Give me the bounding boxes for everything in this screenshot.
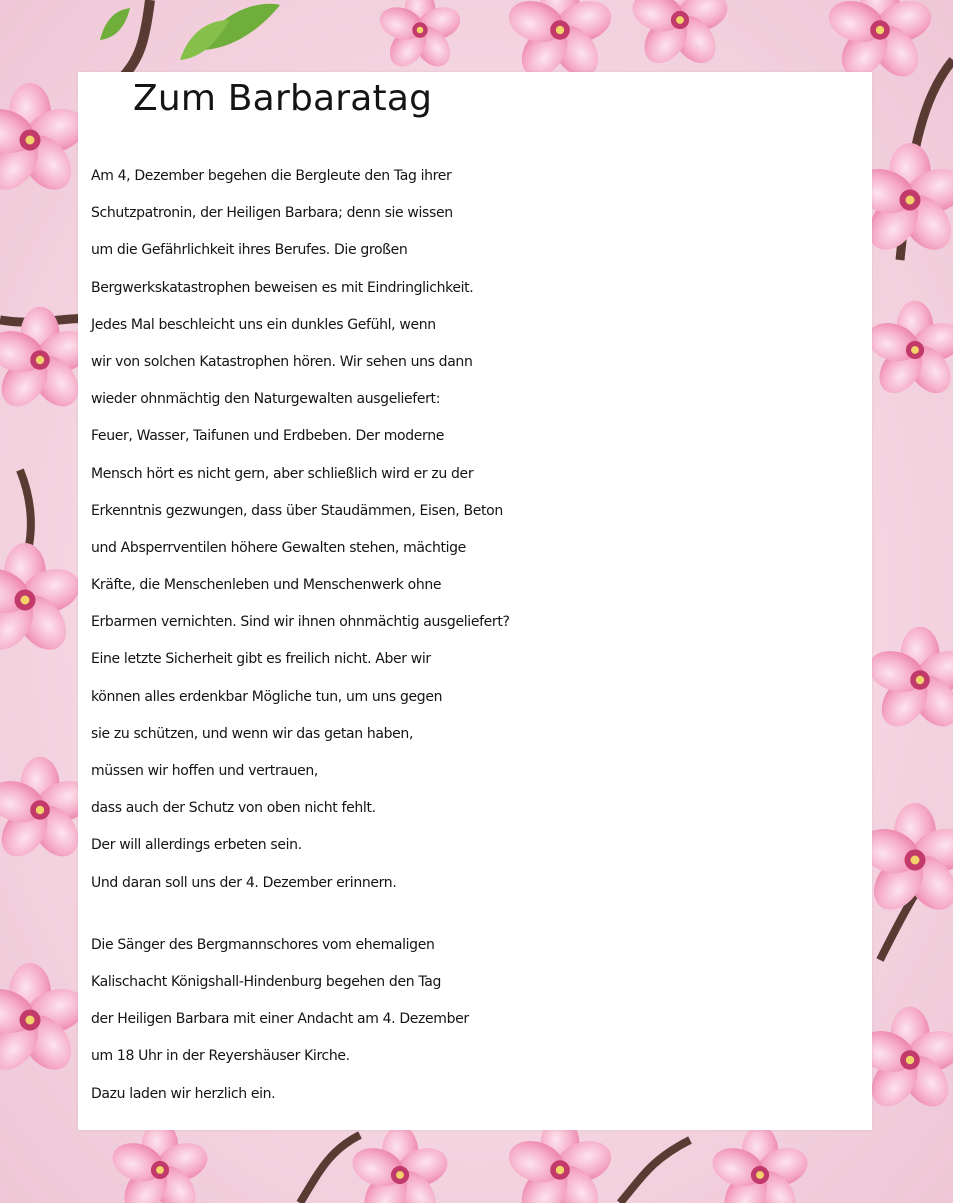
text-line: Der will allerdings erbeten sein. [91,837,302,854]
paragraph-1 [91,158,872,902]
text-line: wir von solchen Katastrophen hören. Wir sehen uns dann [91,353,473,370]
text-line: der Heiligen Barbara mit einer Andacht am 4. Dezember [91,1011,469,1028]
text-line: Am 4, Dezember begehen die Bergleute den Tag ihrer [91,168,452,184]
text-line: dass auch der Schutz von oben nicht fehlt. [91,800,376,817]
page-title: Zum Barbaratag [133,78,433,119]
text-line: Bergwerkskatastrophen beweisen es mit Eindringlichkeit. [91,279,474,296]
text-line: Und daran soll uns der 4. Dezember erinnern. [91,874,397,891]
paragraph-gap [91,902,872,927]
text-line: und Absperrventilen höhere Gewalten stehen, mächtige [91,539,466,556]
text-line: Schutzpatronin, der Heiligen Barbara; denn sie wissen [91,205,453,222]
text-page [78,72,872,1130]
text-line: wieder ohnmächtig den Naturgewalten ausgeliefert: [91,391,441,408]
body-text [91,158,872,1113]
text-line: können alles erdenkbar Mögliche tun, um uns gegen [91,688,443,705]
text-line: Erbarmen vernichten. Sind wir ihnen ohnmächtig ausgeliefert? [91,614,510,631]
text-line: Kräfte, die Menschenleben und Menschenwerk ohne [91,577,442,594]
text-line: Mensch hört es nicht gern, aber schließlich wird er zu der [91,465,474,482]
text-line: Erkenntnis gezwungen, dass über Staudämmen, Eisen, Beton [91,502,503,519]
text-line: Dazu laden wir herzlich ein. [91,1085,276,1102]
text-line: um 18 Uhr in der Reyershäuser Kirche. [91,1048,350,1065]
text-line: Die Sänger des Bergmannschores vom ehemaligen [91,936,435,953]
paragraph-2 [91,927,872,1113]
text-line: sie zu schützen, und wenn wir das getan haben, [91,725,414,742]
text-line: Jedes Mal beschleicht uns ein dunkles Gefühl, wenn [91,316,436,333]
text-line: Eine letzte Sicherheit gibt es freilich nicht. Aber wir [91,651,431,668]
text-line: um die Gefährlichkeit ihres Berufes. Die großen [91,242,408,259]
text-line: Feuer, Wasser, Taifunen und Erdbeben. Der moderne [91,428,444,445]
text-line: müssen wir hoffen und vertrauen, [91,763,318,779]
text-line: Kalischacht Königshall-Hindenburg begehen den Tag [91,973,441,990]
